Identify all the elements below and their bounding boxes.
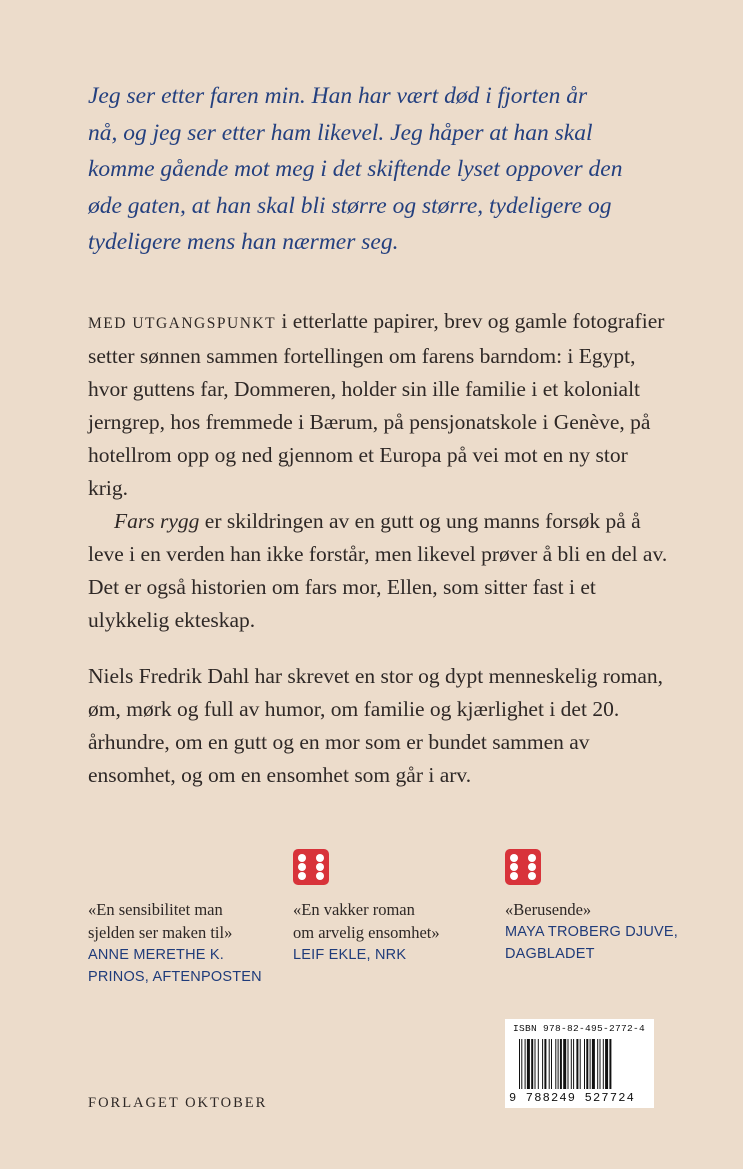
blurb-lead: MED UTGANGSPUNKT: [88, 315, 277, 332]
blurb-para3-text: Niels Fredrik Dahl har skrevet en stor og dypt menneskelig roman, øm, mørk og full av humor, om familie og kjærlighet i det 20. århundre, om en gutt og en mor som er bundet sammen av ensomhet, og om en ensomhet som går i arv.: [88, 664, 663, 787]
review-source: ANNE MERETHE K. PRINOS, AFTENPOSTEN: [88, 947, 262, 985]
dice-six-icon: [505, 849, 541, 885]
review-1: [88, 898, 262, 988]
isbn-text: ISBN 978-82-495-2772-4: [513, 1023, 646, 1034]
review-source: LEIF EKLE, NRK: [293, 947, 407, 963]
quote-line: tydeligere mens han nærmer seg.: [88, 229, 399, 255]
review-3: [505, 898, 678, 965]
blurb-paragraph-3: [88, 660, 668, 792]
barcode-bars-icon: [519, 1039, 647, 1089]
review-quote: «En vakker roman om arvelig ensomhet»: [293, 900, 440, 942]
review-quote: «Berusende»: [505, 900, 592, 919]
blurb-para1-text: i etterlatte papirer, brev og gamle fotografier setter sønnen sammen fortellingen om farens barndom: i Egypt, hvor guttens far, Dommeren, holder sin ille familie i et kolonialt jerngrep, hos fremmede i Bærum, på pensjonatskole i Genève, på hotellrom opp og ned gjennom et Europa på vei mot en ny stor krig.: [88, 309, 665, 500]
back-cover-quote: [88, 78, 668, 261]
book-title: Fars rygg: [114, 509, 200, 533]
dice-six-icon: [293, 849, 329, 885]
review-source: MAYA TROBERG DJUVE, DAGBLADET: [505, 924, 678, 962]
publisher-name: FORLAGET OKTOBER: [88, 1095, 268, 1111]
blurb-paragraph-1: [88, 305, 668, 505]
review-2: [293, 898, 440, 966]
quote-line: nå, og jeg ser etter ham likevel. Jeg håper at han skal: [88, 119, 593, 146]
blurb-para2-text: er skildringen av en gutt og ung manns forsøk på å leve i en verden han ikke forstår, men likevel prøver å bli en del av. Det er også historien om fars mor, Ellen, som sitter fast i et ulykkelig ekteskap.: [88, 509, 668, 632]
ean-number: 9 788249 527724: [509, 1091, 636, 1105]
quote-line: Jeg ser etter faren min. Han har vært død i fjorten år: [88, 83, 588, 109]
barcode: [505, 1019, 654, 1108]
quote-line: komme gående mot meg i det skiftende lyset oppover den: [88, 156, 623, 182]
blurb-paragraph-2: [88, 505, 668, 637]
quote-line: øde gaten, at han skal bli større og større, tydeligere og: [88, 192, 612, 219]
blurb: [88, 305, 668, 637]
review-quote: «En sensibilitet man sjelden ser maken til»: [88, 900, 233, 942]
